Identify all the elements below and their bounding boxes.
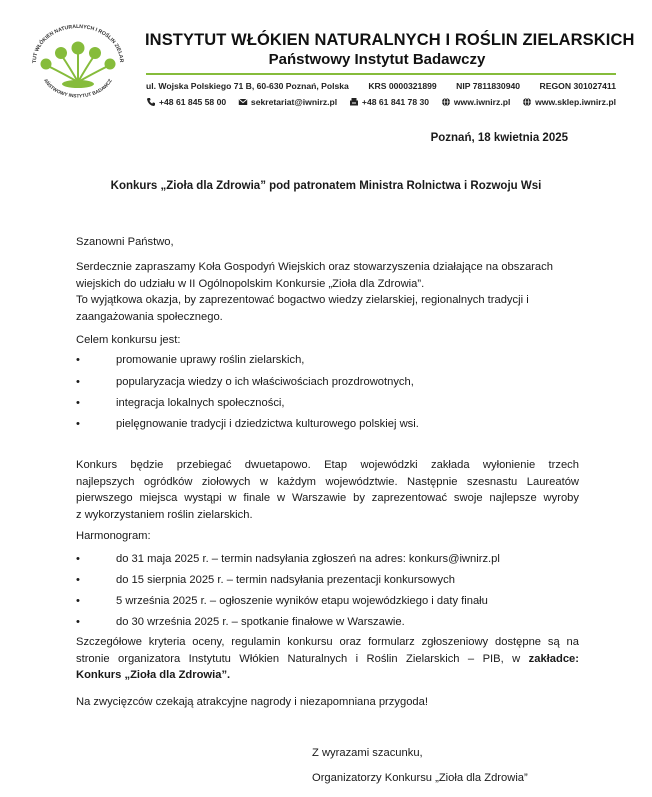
paragraph-line: To wyjątkowa okazja, by zaprezentować bogactwo wiedzy zielarskiej, regionalnych tradycji i	[76, 294, 529, 306]
globe-icon	[522, 97, 532, 107]
paragraph-details	[76, 634, 579, 684]
institute-subtitle: Państwowy Instytut Badawczy	[268, 51, 486, 68]
paragraph-line: Konkurs będzie przebiegać dwuetapowo. Etap wojewódzki zakłada wyłonienie trzech	[76, 459, 579, 471]
closing: Z wyrazami szacunku,	[312, 747, 423, 759]
paragraph-line: Szczegółowe kryteria oceny, regulamin konkursu oraz formularz zgłoszeniowy dostępne są na	[76, 636, 579, 648]
contact-shop[interactable]	[522, 97, 616, 107]
institute-logo	[26, 22, 130, 108]
paragraph-line: wiejskich do udziału w II Ogólnopolskim Konkursie „Zioła dla Zdrowia”.	[76, 277, 425, 290]
signature: Organizatorzy Konkursu „Zioła dla Zdrowia”	[312, 772, 528, 784]
letter-subject: Konkurs „Zioła dla Zdrowia” pod patronatem Ministra Rolnictwa i Rozwoju Wsi	[110, 180, 542, 192]
goal-text: pielęgnowanie tradycji i dziedzictwa kulturowego polskiej wsi.	[116, 418, 419, 430]
schedule-text: do 15 sierpnia 2025 r. – termin nadsyłania prezentacji konkursowych	[116, 574, 455, 586]
letter-date: Poznań, 18 kwietnia 2025	[430, 132, 568, 144]
bullet: •	[76, 616, 80, 628]
paragraph-line	[76, 651, 579, 668]
bullet: •	[76, 553, 80, 565]
logo-arc-text-top: TUT WŁÓKIEN NATURALNYCH I ROŚLIN ZIELAR	[31, 23, 125, 64]
contact-phone-2	[349, 97, 429, 107]
goal-text: promowanie uprawy roślin zielarskich,	[116, 354, 305, 366]
phone-2-text: +48 61 841 78 30	[361, 97, 430, 107]
schedule-text: do 30 września 2025 r. – spotkanie finałowe w Warszawie.	[116, 616, 405, 628]
contact-row	[146, 97, 616, 107]
header-divider	[146, 73, 616, 75]
contact-email[interactable]	[238, 97, 337, 107]
bullet: •	[76, 354, 80, 366]
bold-text: zakładce:	[528, 652, 579, 665]
goals-intro: Celem konkursu jest:	[76, 334, 181, 346]
bullet: •	[76, 397, 80, 409]
shop-text: www.sklep.iwnirz.pl	[535, 97, 616, 107]
goal-text: integracja lokalnych społeczności,	[116, 397, 285, 409]
logo-arc-text-bottom: AŃSTWOWY INSTYTUT BADAWCZ	[42, 78, 114, 100]
globe-icon	[441, 97, 451, 107]
contact-phone-1	[146, 97, 226, 107]
contact-website[interactable]	[441, 97, 511, 107]
bullet: •	[76, 595, 80, 607]
paragraph-invitation	[76, 259, 579, 325]
paragraph-line: Serdecznie zapraszamy Koła Gospodyń Wiejskich oraz stowarzyszenia działające na obszarach	[76, 261, 553, 273]
paragraph-stages	[76, 457, 579, 523]
email-text: sekretariat@iwnirz.pl	[250, 97, 338, 107]
fax-icon	[349, 97, 359, 107]
phone-icon	[146, 97, 156, 107]
contest-tab-name: Konkurs „Zioła dla Zdrowia”.	[76, 669, 231, 681]
krs-text: KRS 0000321899	[368, 81, 437, 91]
schedule-text: do 31 maja 2025 r. – termin nadsyłania zgłoszeń na adres: konkurs@iwnirz.pl	[116, 553, 500, 565]
bullet: •	[76, 418, 80, 430]
paragraph-line: z wykorzystaniem roślin zielarskich.	[76, 508, 253, 521]
paragraph-line: pierwszego miejsca wystąpi w finale w Warszawie by zaprezentować swoje najlepsze wyroby	[76, 492, 579, 504]
goal-text: popularyzacja wiedzy o ich właściwościach prozdrowotnych,	[116, 376, 414, 388]
greeting: Szanowni Państwo,	[76, 236, 174, 248]
phone-1-text: +48 61 845 58 00	[159, 97, 227, 107]
bullet: •	[76, 376, 80, 388]
logo-emblem-icon	[26, 22, 130, 108]
paragraph-text: stronie organizatora Instytutu Włókien Naturalnych i Roślin Zielarskich – PIB, w	[76, 652, 521, 665]
regon-text: REGON 301027411	[539, 81, 616, 91]
institute-title: INSTYTUT WŁÓKIEN NATURALNYCH I ROŚLIN ZIELARSKICH	[145, 31, 635, 49]
bullet: •	[76, 574, 80, 586]
schedule-text: 5 września 2025 r. – ogłoszenie wyników etapu wojewódzkiego i daty finału	[116, 595, 488, 607]
paragraph-line: zaangażowania społecznego.	[76, 310, 223, 323]
address-text: ul. Wojska Polskiego 71 B, 60-630 Poznań, Polska	[146, 81, 349, 91]
schedule-intro: Harmonogram:	[76, 530, 151, 542]
paragraph-line: najlepszych ogródków ziołowych w każdym województwie. Następnie szesnastu Laureatów	[76, 475, 579, 488]
website-text: www.iwnirz.pl	[453, 97, 511, 107]
address-row	[146, 81, 616, 91]
paragraph-prizes: Na zwycięzców czekają atrakcyjne nagrody i niezapomniana przygoda!	[76, 696, 428, 708]
nip-text: NIP 7811830940	[456, 81, 521, 91]
envelope-icon	[238, 97, 248, 107]
